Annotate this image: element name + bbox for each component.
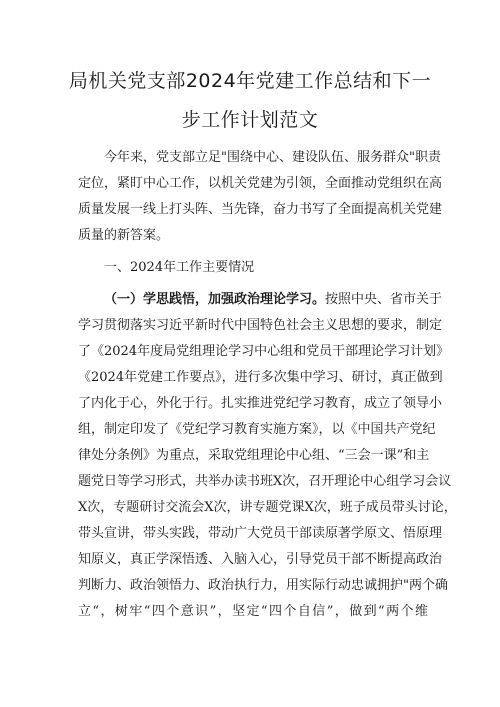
body-line: 带头宣讲，带头实践，带动广大党员干部读原著学原文、悟原理 [78, 526, 443, 541]
intro-line: 今年来，党支部立足"围绕中心、建设队伍、服务群众"职责 [104, 150, 441, 165]
body-line: 知原义，真正学深悟透、入脑入心，引导党员干部不断提高政治 [78, 552, 443, 567]
section-heading: 一、2024年工作主要情况 [104, 260, 255, 275]
document-title-line-2: 步工作计划范文 [181, 109, 319, 131]
body-line: 组，制定印发了《党纪学习教育实施方案》，以《中国共产党纪 [78, 422, 436, 437]
body-line: 判断力、政治领悟力、政治执行力，用实际行动忠诚拥护"两个确 [78, 578, 448, 593]
body-line: 《2024年党建工作要点》，进行多次集中学习、研讨，真正做到 [78, 370, 443, 385]
body-line: 学习贯彻落实习近平新时代中国特色社会主义思想的要求，制定 [78, 318, 443, 333]
body-line: 立“，树牢“四个意识”，坚定“四个自信”，做到“两个维 [78, 604, 428, 619]
subsection-first-line [104, 292, 443, 308]
subsection-first-line-rest: 按照中央、省市关于 [325, 292, 443, 307]
intro-line: 质量的新答案。 [78, 228, 170, 243]
body-line: 题党日等学习形式，共举办读书班X次，召开理论中心组学习会议 [78, 474, 452, 489]
body-line: 了内化于心，外化于行。扎实推进党纪学习教育，成立了领导小 [78, 396, 443, 411]
body-line: 律处分条例》为重点，采取党组理论中心组、“三会一课”和主 [78, 448, 430, 463]
subsection-heading: （一）学思践悟，加强政治理论学习。 [104, 292, 326, 307]
body-line: X次，专题研讨交流会X次，讲专题党课X次，班子成员带头讨论， [78, 500, 457, 515]
intro-line: 质量发展一线上打头阵、当先锋，奋力书写了全面提高机关党建 [78, 202, 443, 217]
document-title-line-1: 局机关党支部2024年党建工作总结和下一 [68, 70, 432, 92]
intro-line: 定位，紧盯中心工作，以机关党建为引领，全面推动党组织在高 [78, 176, 443, 191]
body-line: 了《2024年度局党组理论学习中心组和党员干部理论学习计划》 [78, 344, 450, 359]
